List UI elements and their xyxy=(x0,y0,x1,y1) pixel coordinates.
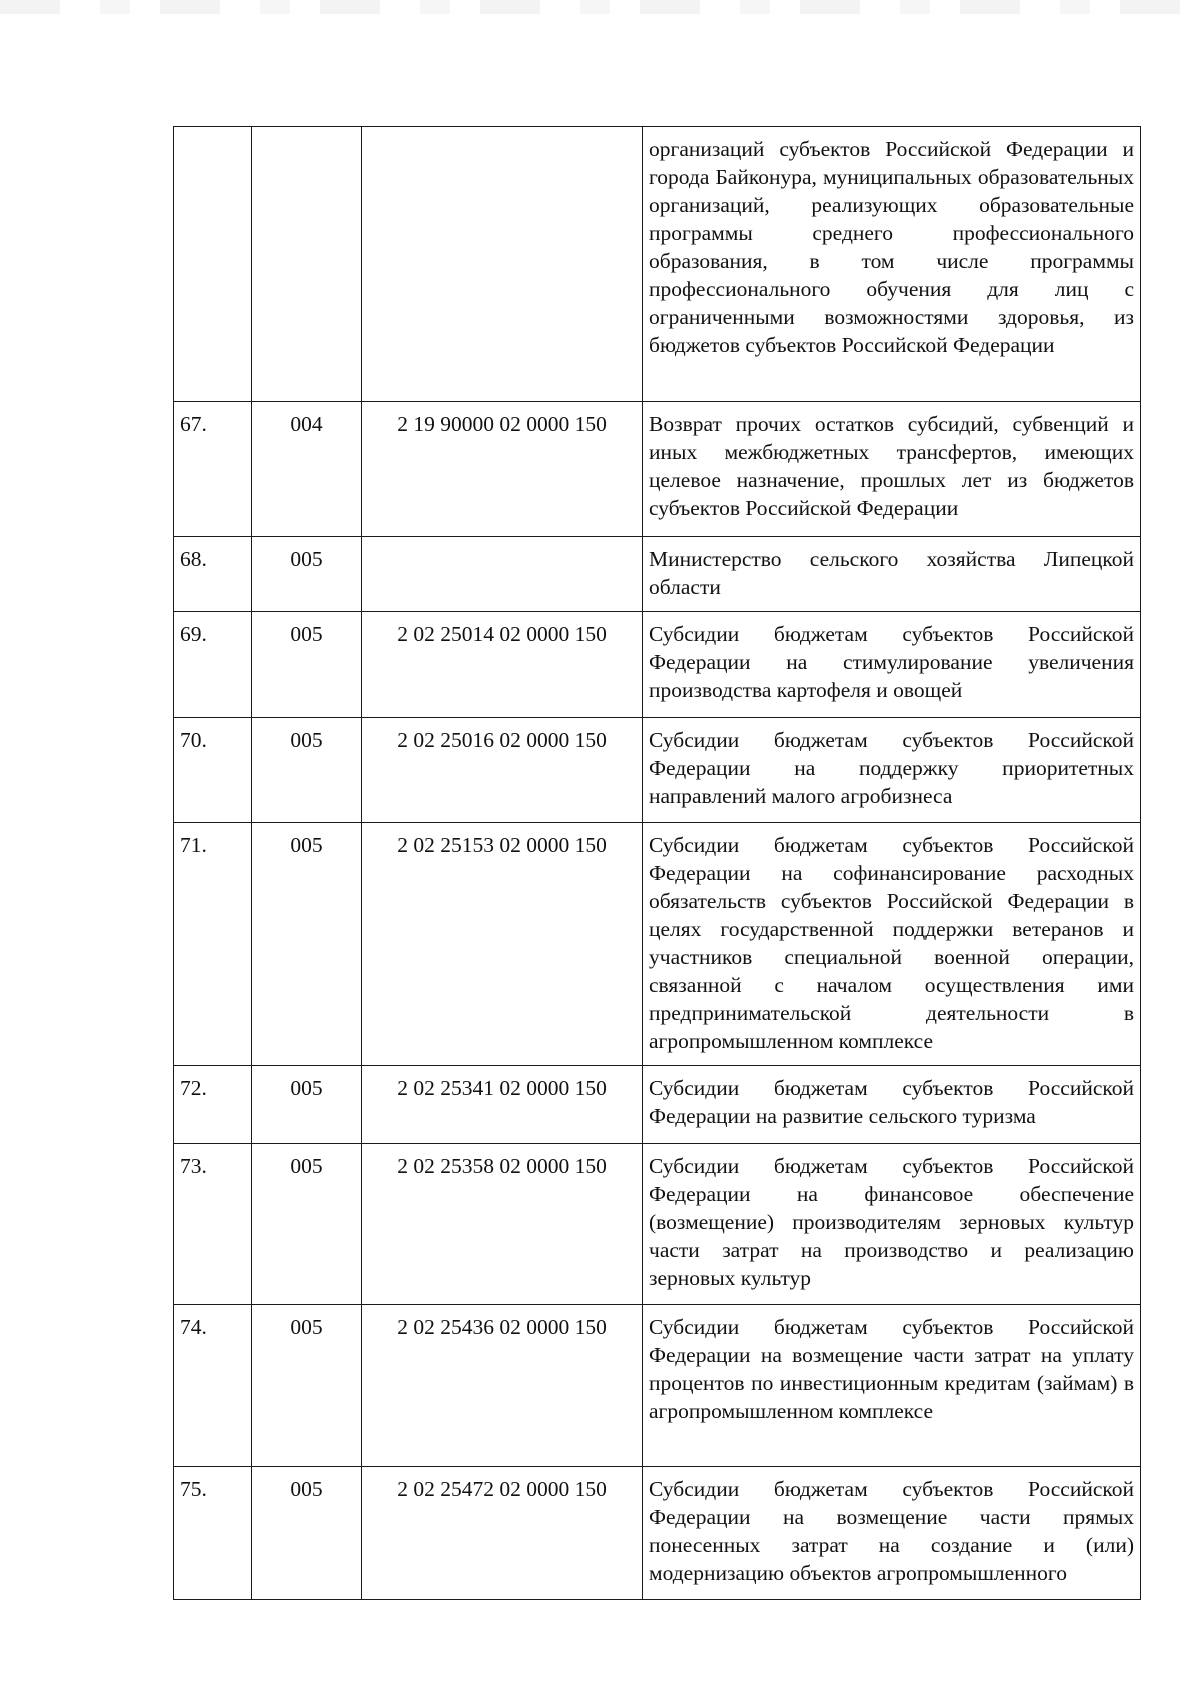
budget-code-cell: 2 02 25014 02 0000 150 xyxy=(362,612,643,718)
table-row xyxy=(174,1467,1141,1600)
admin-code-cell: 005 xyxy=(252,537,362,612)
admin-code-cell: 005 xyxy=(252,718,362,823)
admin-code-cell: 005 xyxy=(252,1144,362,1305)
row-number-cell: 75. xyxy=(174,1467,252,1600)
admin-code-cell: 005 xyxy=(252,1467,362,1600)
table-row xyxy=(174,127,1141,402)
description-cell: Министерство сельского хозяйства Липецкой области xyxy=(643,537,1141,612)
description-cell: Субсидии бюджетам субъектов Российской Федерации на возмещение части затрат на уплату процентов по инвестиционным кредитам (займам) в агропромышленном комплексе xyxy=(643,1305,1141,1467)
budget-code-cell: 2 19 90000 02 0000 150 xyxy=(362,402,643,537)
budget-code-cell: 2 02 25016 02 0000 150 xyxy=(362,718,643,823)
description-cell: Субсидии бюджетам субъектов Российской Федерации на поддержку приоритетных направлений малого агробизнеса xyxy=(643,718,1141,823)
budget-code-cell: 2 02 25472 02 0000 150 xyxy=(362,1467,643,1600)
row-number-cell: 73. xyxy=(174,1144,252,1305)
table-row xyxy=(174,823,1141,1066)
table-row xyxy=(174,402,1141,537)
description-cell: организаций субъектов Российской Федерации и города Байконура, муниципальных образовательных организаций, реализующих образовательные программы среднего профессионального образования, в том числе программы профессионального обучения для лиц с ограниченными возможностями здоровья, из бюджетов субъектов Российской Федерации xyxy=(643,127,1141,402)
admin-code-cell: 005 xyxy=(252,823,362,1066)
admin-code-cell: 005 xyxy=(252,1305,362,1467)
description-cell: Субсидии бюджетам субъектов Российской Федерации на финансовое обеспечение (возмещение) производителям зерновых культур части затрат на производство и реализацию зерновых культур xyxy=(643,1144,1141,1305)
table-row xyxy=(174,537,1141,612)
budget-code-cell xyxy=(362,537,643,612)
admin-code-cell: 005 xyxy=(252,1066,362,1144)
budget-code-cell: 2 02 25436 02 0000 150 xyxy=(362,1305,643,1467)
table-row xyxy=(174,1144,1141,1305)
admin-code-cell: 005 xyxy=(252,612,362,718)
description-cell: Субсидии бюджетам субъектов Российской Федерации на софинансирование расходных обязательств субъектов Российской Федерации в целях государственной поддержки ветеранов и участников специальной военной операции, связанной с началом осуществления ими предпринимательской деятельности в агропромышленном комплексе xyxy=(643,823,1141,1066)
admin-code-cell: 004 xyxy=(252,402,362,537)
budget-code-cell xyxy=(362,127,643,402)
admin-code-cell xyxy=(252,127,362,402)
budget-code-cell: 2 02 25153 02 0000 150 xyxy=(362,823,643,1066)
row-number-cell xyxy=(174,127,252,402)
row-number-cell: 72. xyxy=(174,1066,252,1144)
description-cell: Возврат прочих остатков субсидий, субвенций и иных межбюджетных трансфертов, имеющих целевое назначение, прошлых лет из бюджетов субъектов Российской Федерации xyxy=(643,402,1141,537)
budget-code-cell: 2 02 25341 02 0000 150 xyxy=(362,1066,643,1144)
budget-code-cell: 2 02 25358 02 0000 150 xyxy=(362,1144,643,1305)
description-cell: Субсидии бюджетам субъектов Российской Федерации на стимулирование увеличения производства картофеля и овощей xyxy=(643,612,1141,718)
row-number-cell: 70. xyxy=(174,718,252,823)
row-number-cell: 67. xyxy=(174,402,252,537)
scan-header-strip xyxy=(0,0,1200,14)
description-cell: Субсидии бюджетам субъектов Российской Федерации на возмещение части прямых понесенных затрат на создание и (или) модернизацию объектов агропромышленного xyxy=(643,1467,1141,1600)
row-number-cell: 68. xyxy=(174,537,252,612)
row-number-cell: 71. xyxy=(174,823,252,1066)
description-cell: Субсидии бюджетам субъектов Российской Федерации на развитие сельского туризма xyxy=(643,1066,1141,1144)
table-row xyxy=(174,612,1141,718)
row-number-cell: 69. xyxy=(174,612,252,718)
row-number-cell: 74. xyxy=(174,1305,252,1467)
table-row xyxy=(174,1305,1141,1467)
budget-codes-table xyxy=(173,126,1141,1600)
table-row xyxy=(174,718,1141,823)
table-row xyxy=(174,1066,1141,1144)
